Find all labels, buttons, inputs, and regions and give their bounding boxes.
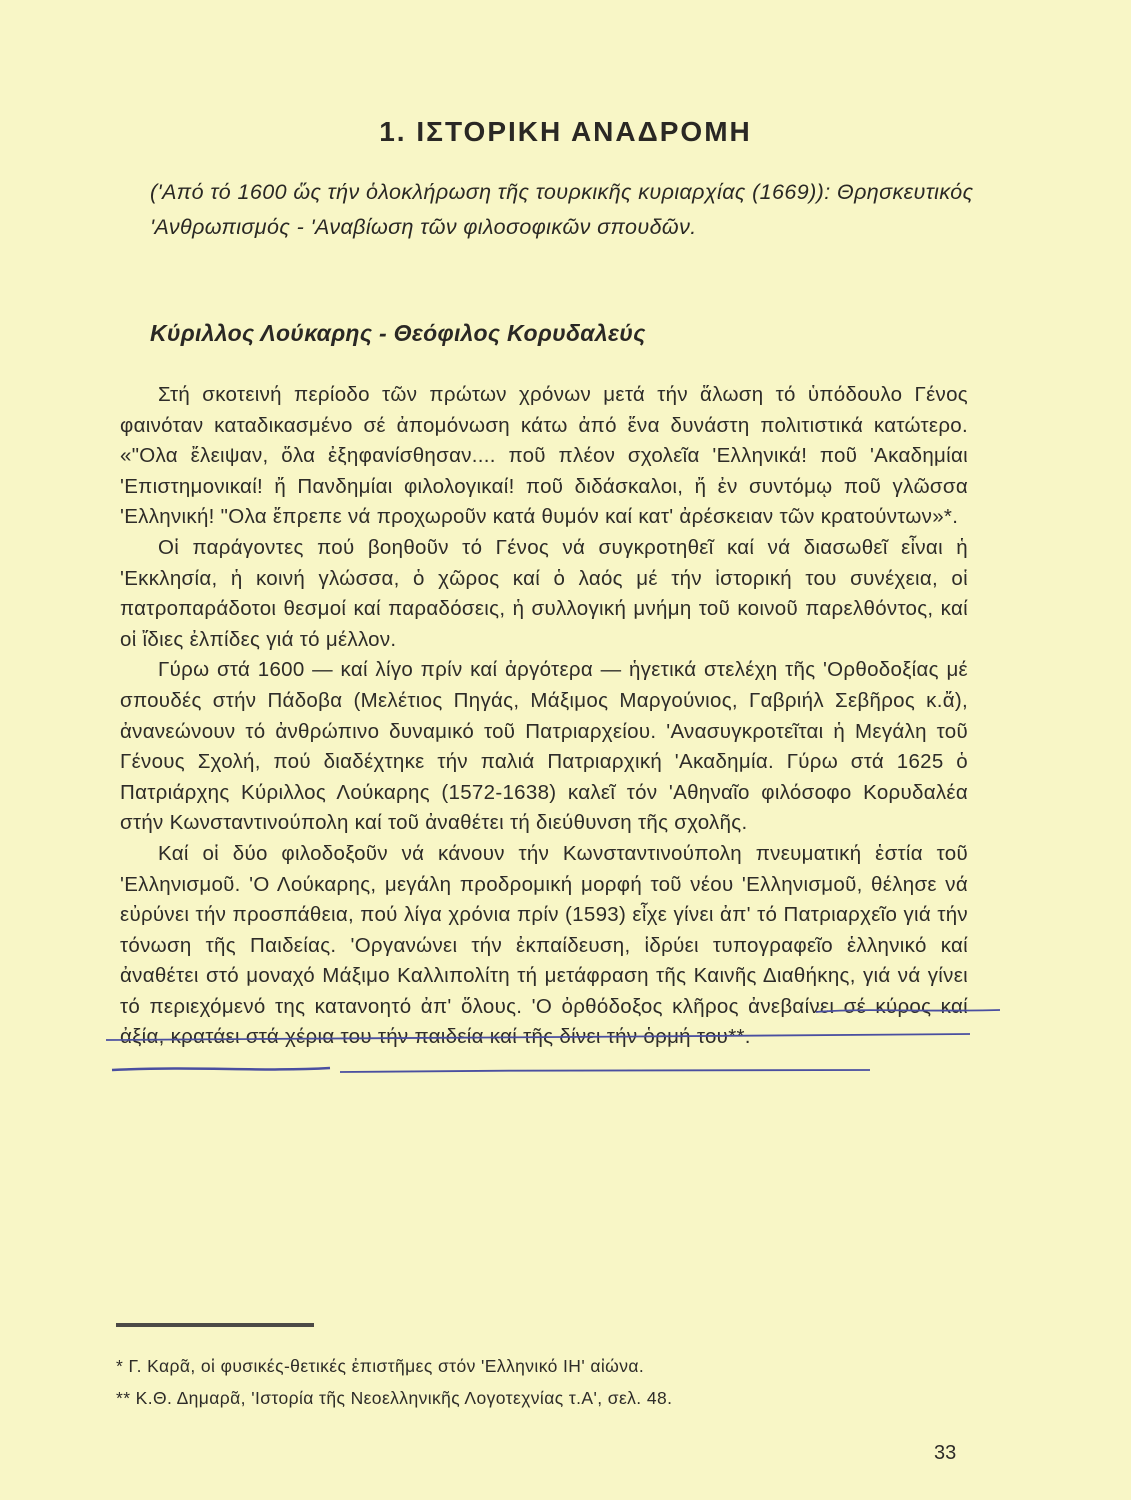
handwritten-underline [100,990,1000,1090]
page-number: 33 [934,1442,957,1464]
footnote-2: ** Κ.Θ. Δημαρᾶ, 'Ιστορία τῆς Νεοελληνικῆς Λογοτεχνίας τ.Α', σελ. 48. [116,1388,673,1408]
footnote-rule [116,1323,314,1327]
paragraph-4: Καί οἱ δύο φιλοδοξοῦν νά κάνουν τήν Κωνσταντινούπολη πνευματική ἑστία τοῦ 'Ελληνισμοῦ. 'Ο Λούκαρης, μεγάλη προδρομική μορφή τοῦ νέου 'Ελληνισμοῦ, θέλησε νά εὐρύνει τήν προσπάθεια, πού λίγα χρόνια πρίν (1593) εἶχε γίνει ἀπ' τό Πατριαρχεῖο γιά τήν τόνωση τῆς Παιδείας. 'Οργανώνει τήν ἐκπαίδευση, ἱδρύει τυπογραφεῖο ἑλληνικό καί ἀναθέτει στό μοναχό Μάξιμο Καλλιπολίτη τή μετάφραση τῆς Καινῆς Διαθήκης, γιά νά γίνει τό περιεχόμενό της κατανοητό ἀπ' ὅλους. 'Ο ὀρθόδοξος κλῆρος ἀνεβαίνει σέ κύρος καί ἀξία, κρατάει στά χέρια του τήν παιδεία καί τῆς δίνει τήν ὁρμή του**. [120,841,968,1049]
paragraph-3: Γύρω στά 1600 — καί λίγο πρίν καί ἀργότερα — ἡγετικά στελέχη τῆς 'Ορθοδοξίας μέ σπουδές στήν Πάδοβα (Μελέτιος Πηγάς, Μάξιμος Μαργούνιος, Γαβριήλ Σεβῆρος κ.ἄ), ἀνανεώνουν τό ἀνθρώπινο δυναμικό τοῦ Πατριαρχείου. 'Ανασυγκροτεῖται ἡ Μεγάλη τοῦ Γένους Σχολή, πού διαδέχτηκε τήν παλιά Πατριαρχική 'Ακαδημία. Γύρω στά 1625 ὁ Πατριάρχης Κύριλλος Λούκαρης (1572-1638) καλεῖ τόν 'Αθηναῖο φιλόσοφο Κορυδαλέα στήν Κωνσταντινούπολη καί τοῦ ἀναθέτει τή διεύθυνση τῆς σχολῆς. [120,658,968,835]
chapter-subtitle: ('Από τό 1600 ὥς τήν ὁλοκλήρωση τῆς τουρκικῆς κυριαρχίας (1669)): Θρησκευτικός 'Ανθρωπισμός - 'Αναβίωση τῶν φιλοσοφικῶν σπουδῶν. [150,180,974,239]
body-text [120,380,968,1053]
footnote-1: * Γ. Καρᾶ, οἱ φυσικές-θετικές ἐπιστῆμες στόν 'Ελληνικό ΙΗ' αἰώνα. [116,1356,645,1376]
chapter-title: 1. ΙΣΤΟΡΙΚΗ ΑΝΑΔΡΟΜΗ [379,116,752,147]
paragraph-2: Οἱ παράγοντες πού βοηθοῦν τό Γένος νά συγκροτηθεῖ καί νά διασωθεῖ εἶναι ἡ 'Εκκλησία, ἡ κοινή γλώσσα, ὁ χῶρος καί ὁ λαός μέ τήν ἱστορική του συνέχεια, οἱ πατροπαράδοτοι θεσμοί καί παραδόσεις, ἡ συλλογική μνήμη τοῦ κοινοῦ παρελθόντος, καί οἱ ἴδιες ἐλπίδες γιά τό μέλλον. [120,535,968,651]
section-heading: Κύριλλος Λούκαρης - Θεόφιλος Κορυδαλεύς [150,320,646,346]
paragraph-1: Στή σκοτεινή περίοδο τῶν πρώτων χρόνων μετά τήν ἅλωση τό ὑπόδουλο Γένος φαινόταν καταδικασμένο σέ ἀπομόνωση κάτω ἀπό ἕνα δυνάστη πολιτιστικά κατώτερο. «"Ολα ἔλειψαν, ὅλα ἐξηφανίσθησαν.... ποῦ πλέον σχολεῖα 'Ελληνικά! ποῦ 'Ακαδημίαι 'Επιστημονικαί! ἤ Πανδημίαι φιλολογικαί! ποῦ διδάσκαλοι, ἤ ἐν συντόμῳ ποῦ γλῶσσα 'Ελληνική! "Ολα ἔπρεπε νά προχωροῦν κατά θυμόν καί κατ' ἀρέσκειαν τῶν κρατούντων»*. [120,383,968,529]
